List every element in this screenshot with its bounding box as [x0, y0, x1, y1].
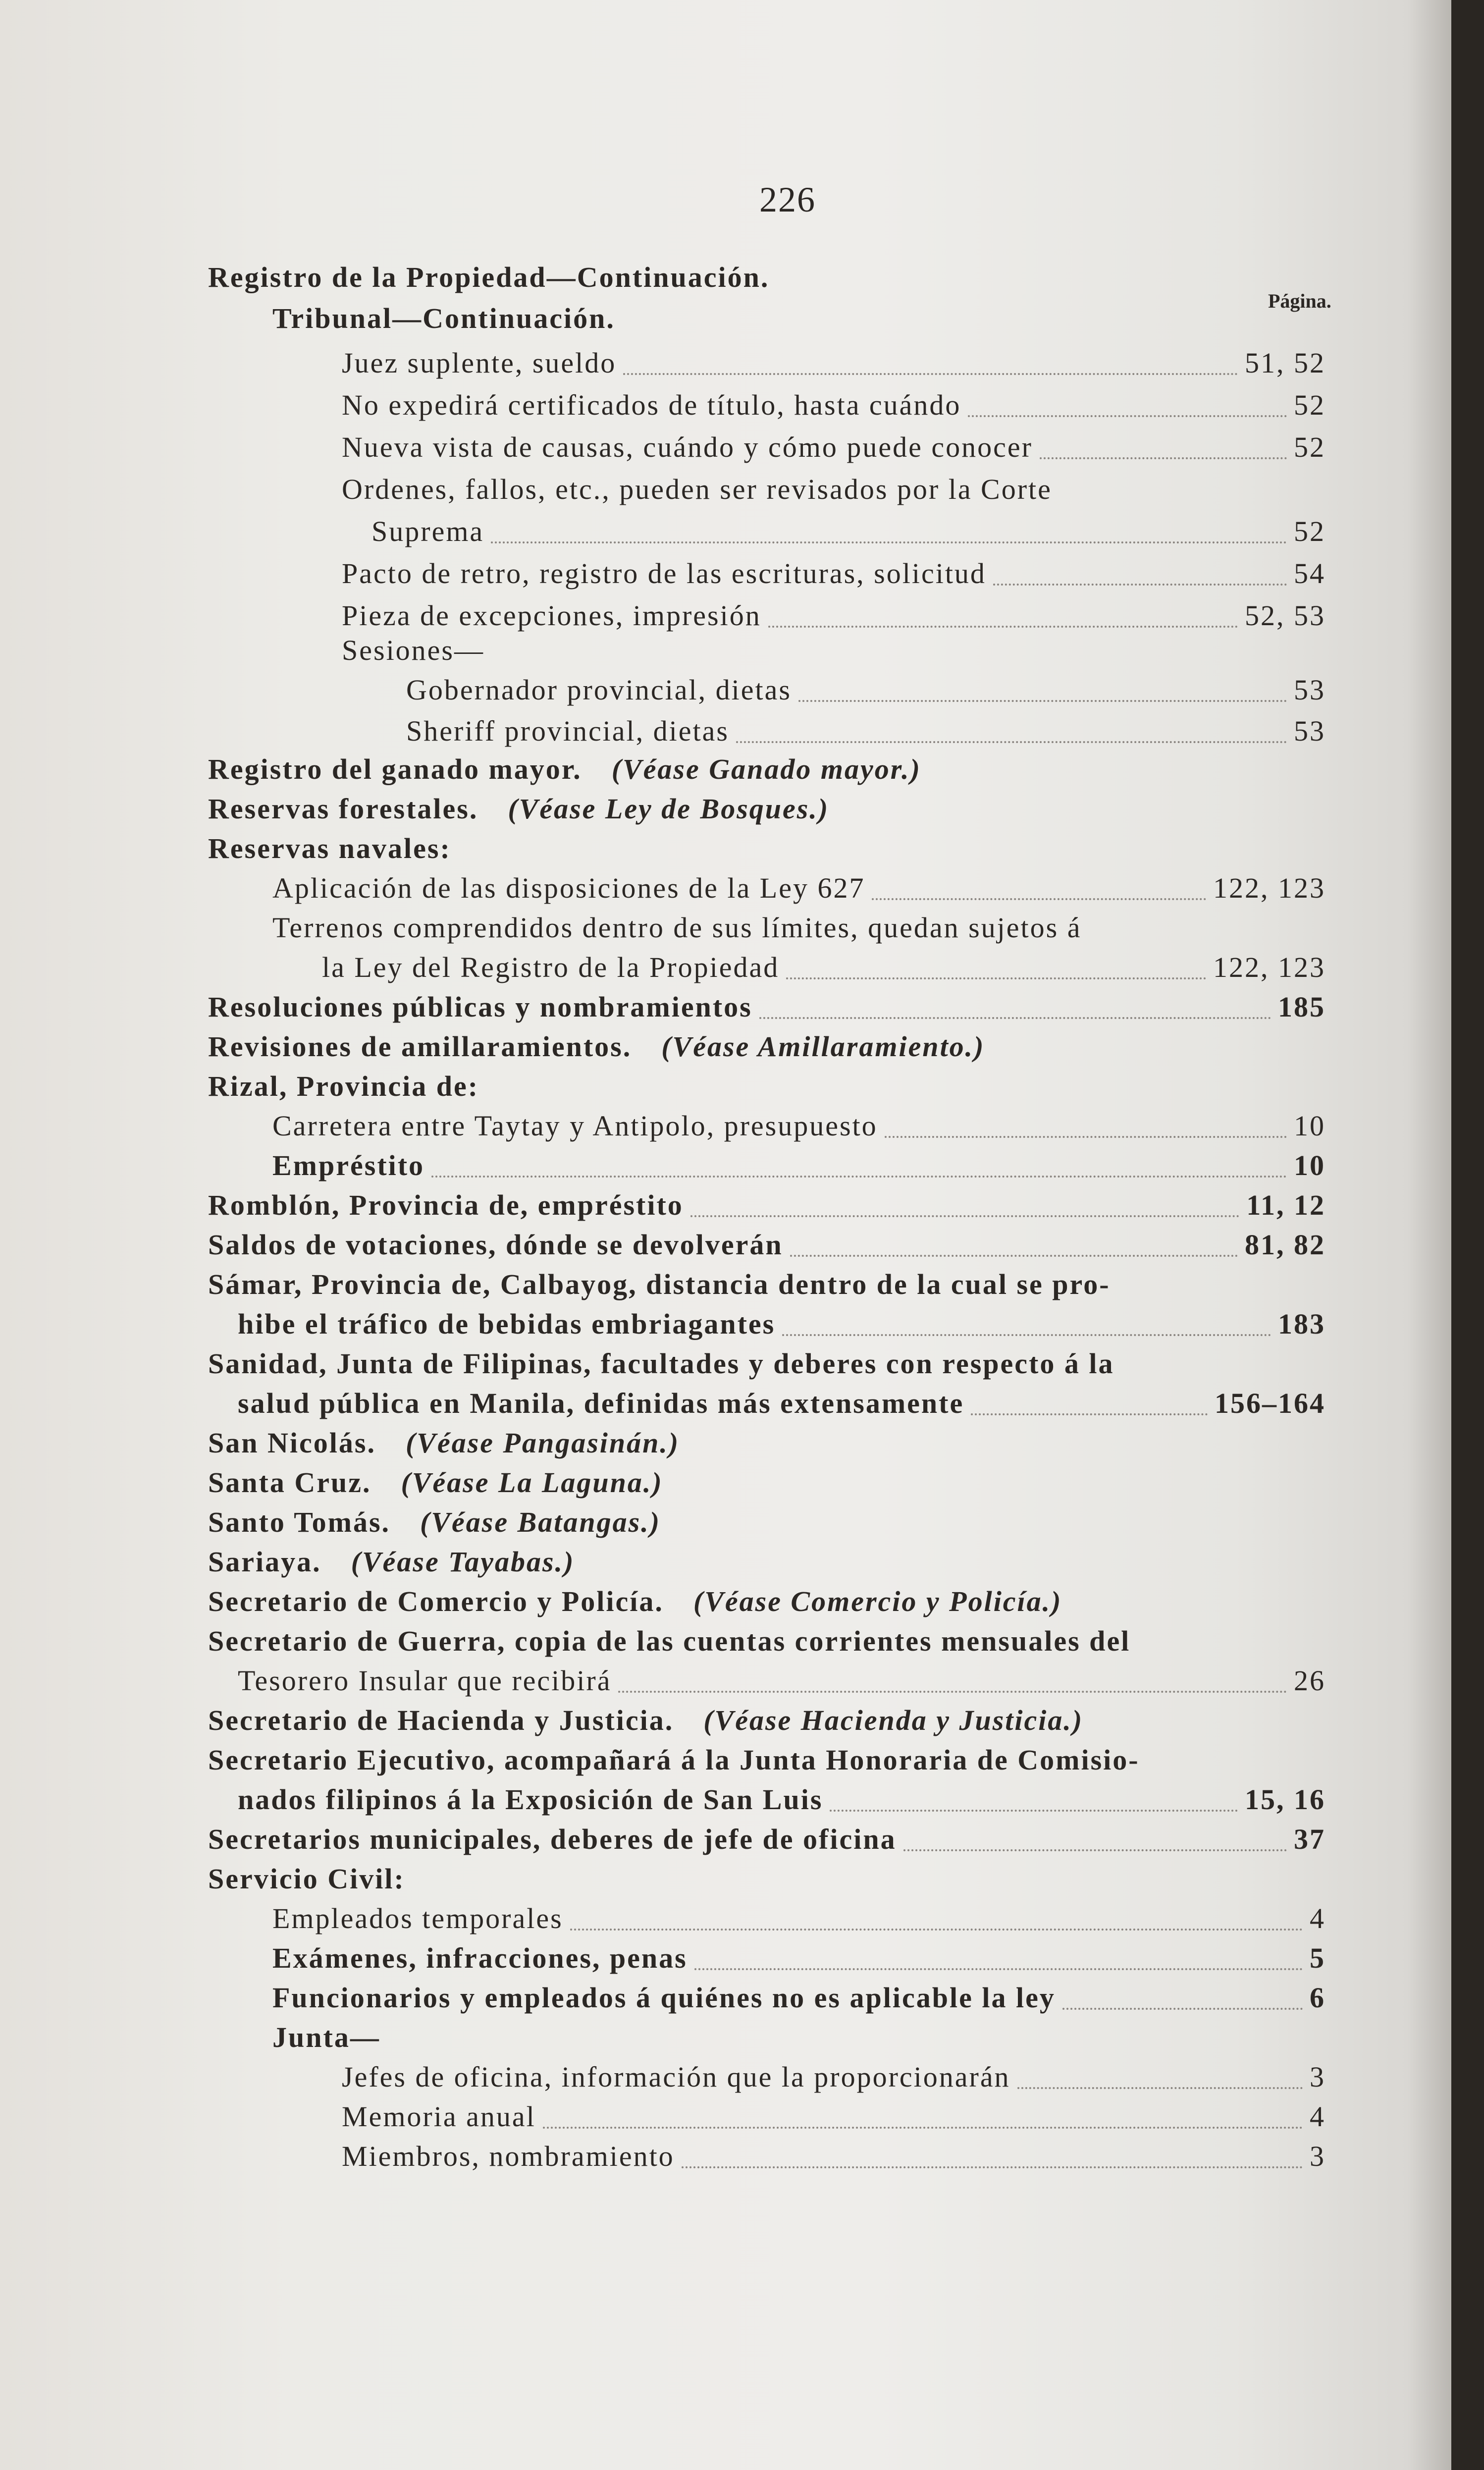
index-entry: Secretario de Hacienda y Justicia. (Véase Hacienda y Justicia.)	[208, 1704, 1084, 1736]
index-entry: Reservas navales:	[208, 832, 451, 864]
index-entry: Suprema 52	[371, 515, 1325, 547]
index-entry: Sámar, Provincia de, Calbayog, distancia dentro de la cual se pro-	[208, 1268, 1111, 1300]
index-entry: Sariaya. (Véase Tayabas.)	[208, 1546, 575, 1578]
index-entry: Nueva vista de causas, cuándo y cómo puede conocer 52	[342, 431, 1325, 463]
index-entry: Terrenos comprendidos dentro de sus límites, quedan sujetos á	[272, 912, 1082, 944]
index-entry: Secretario de Guerra, copia de las cuentas corrientes mensuales del	[208, 1625, 1131, 1657]
index-entry: Aplicación de las disposiciones de la Ley 627 122, 123	[272, 872, 1325, 904]
index-entry: Romblón, Provincia de, empréstito 11, 12	[208, 1189, 1325, 1221]
index-entry: Resoluciones públicas y nombramientos 185	[208, 991, 1325, 1023]
index-entry: Saldos de votaciones, dónde se devolverán 81, 82	[208, 1229, 1325, 1261]
index-entry: salud pública en Manila, definidas más extensamente 156–164	[238, 1387, 1325, 1419]
index-entry: Gobernador provincial, dietas 53	[406, 674, 1325, 706]
page-column-label: Página.	[1268, 290, 1331, 312]
index-entry: Empréstito 10	[272, 1149, 1325, 1181]
index-entry: nados filipinos á la Exposición de San Luis 15, 16	[238, 1783, 1325, 1816]
index-entry: Exámenes, infracciones, penas 5	[272, 1942, 1325, 1974]
index-entry: Miembros, nombramiento 3	[342, 2140, 1325, 2172]
index-entry: Registro de la Propiedad—Continuación.	[208, 261, 770, 293]
index-entry: San Nicolás. (Véase Pangasinán.)	[208, 1427, 680, 1459]
index-entry: Memoria anual 4	[342, 2100, 1325, 2133]
index-entry: Tesorero Insular que recibirá 26	[238, 1665, 1325, 1697]
index-entry: Santa Cruz. (Véase La Laguna.)	[208, 1466, 663, 1499]
index-entry: Pieza de excepciones, impresión 52, 53	[342, 599, 1325, 632]
index-entry: Tribunal—Continuación.	[272, 302, 615, 334]
index-entry: Reservas forestales. (Véase Ley de Bosques.)	[208, 793, 830, 825]
index-entry: Registro del ganado mayor. (Véase Ganado mayor.)	[208, 753, 921, 785]
index-entry: hibe el tráfico de bebidas embriagantes 183	[238, 1308, 1325, 1340]
index-entry: No expedirá certificados de título, hasta cuándo 52	[342, 389, 1325, 421]
index-entry: Sheriff provincial, dietas 53	[406, 715, 1325, 747]
index-entry: Sanidad, Junta de Filipinas, facultades y deberes con respecto á la	[208, 1347, 1114, 1380]
index-entry: Revisiones de amillaramientos. (Véase Amillaramiento.)	[208, 1030, 985, 1063]
index-entry: Carretera entre Taytay y Antipolo, presupuesto 10	[272, 1110, 1325, 1142]
index-entry: la Ley del Registro de la Propiedad 122, 123	[322, 951, 1325, 983]
index-entry: Funcionarios y empleados á quiénes no es aplicable la ley 6	[272, 1982, 1325, 2014]
index-entry: Santo Tomás. (Véase Batangas.)	[208, 1506, 661, 1538]
index-entry: Juez suplente, sueldo 51, 52	[342, 347, 1325, 379]
index-entry: Ordenes, fallos, etc., pueden ser revisados por la Corte	[342, 473, 1052, 505]
index-entry: Jefes de oficina, información que la proporcionarán 3	[342, 2061, 1325, 2093]
index-entry: Sesiones—	[342, 634, 484, 666]
index-entry: Servicio Civil:	[208, 1863, 405, 1895]
index-entry: Junta—	[272, 2021, 380, 2053]
index-entry: Empleados temporales 4	[272, 1902, 1325, 1934]
index-entry: Pacto de retro, registro de las escrituras, solicitud 54	[342, 557, 1325, 590]
page-number: 226	[759, 180, 816, 219]
index-entry: Rizal, Provincia de:	[208, 1070, 479, 1102]
index-entry: Secretario de Comercio y Policía. (Véase Comercio y Policía.)	[208, 1585, 1062, 1617]
index-entry: Secretarios municipales, deberes de jefe de oficina 37	[208, 1823, 1325, 1855]
index-entry: Secretario Ejecutivo, acompañará á la Junta Honoraria de Comisio-	[208, 1744, 1140, 1776]
